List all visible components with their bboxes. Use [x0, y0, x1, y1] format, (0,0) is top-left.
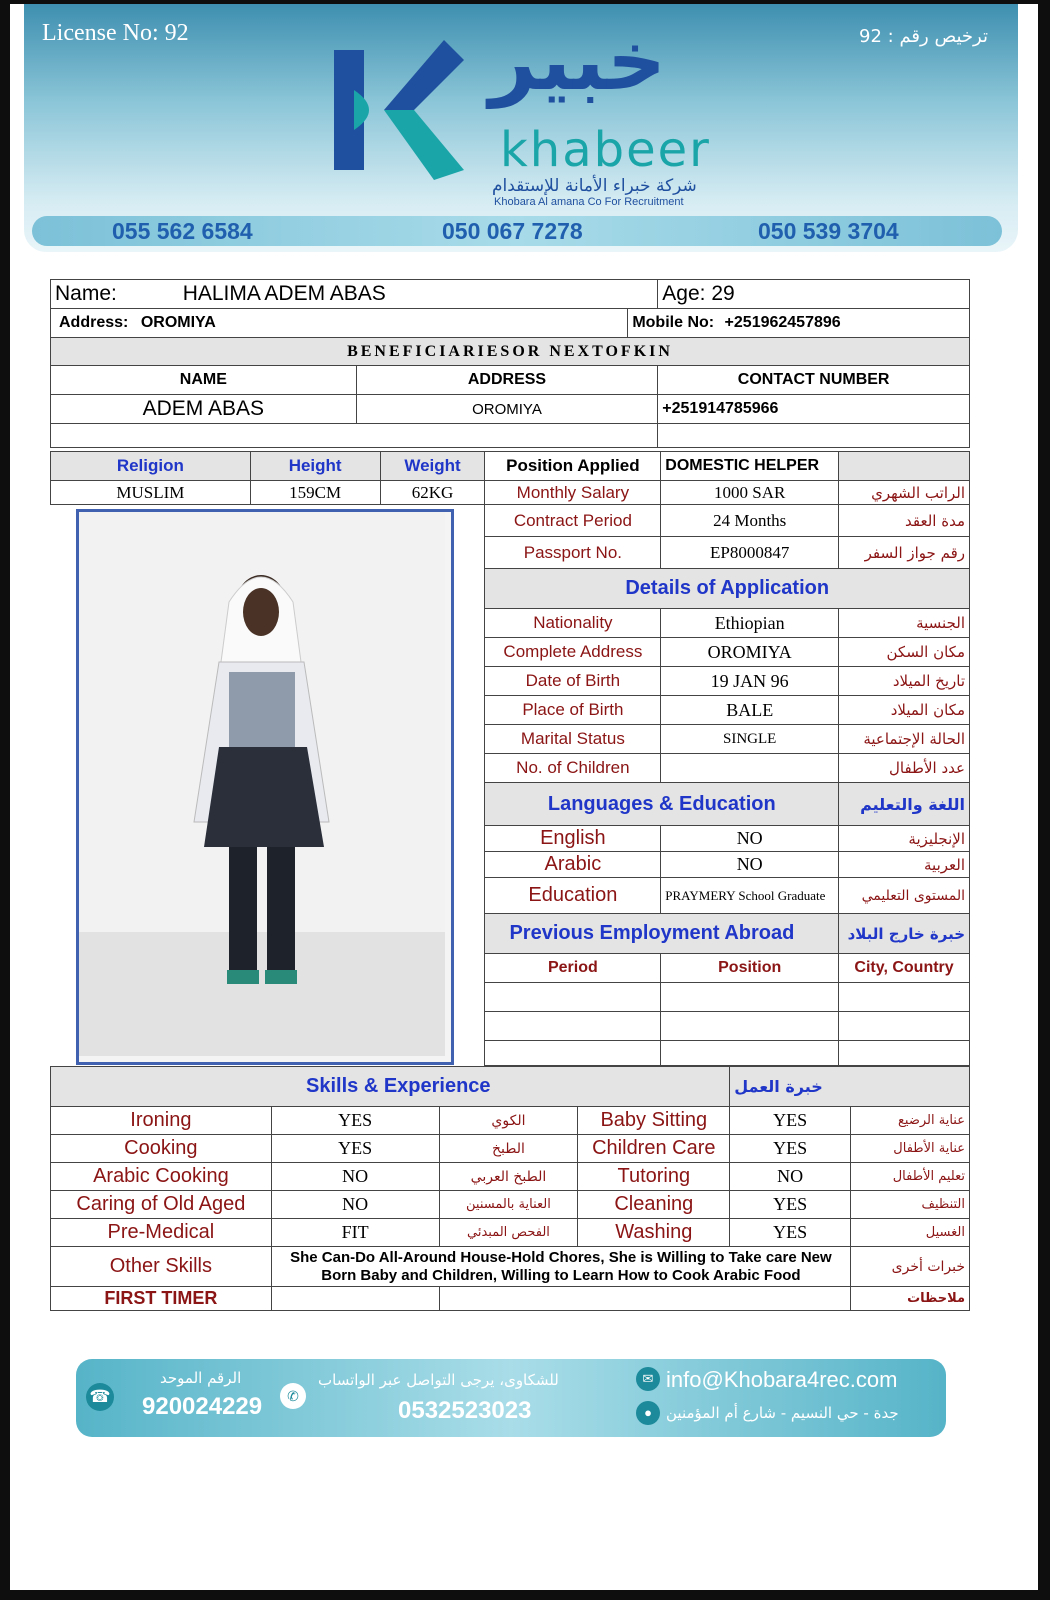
brand-name-ar: خبير	[489, 14, 667, 109]
cv-page	[10, 4, 1038, 1590]
contract-label-ar: مدة العقد	[839, 505, 970, 537]
empty-cell	[271, 1287, 439, 1311]
contract-label-ar: الراتب الشهري	[839, 481, 970, 505]
skill-label: Pre-Medical	[51, 1219, 272, 1247]
phone-number: 050 067 7278	[442, 218, 583, 244]
location-address: جدة - حي النسيم - شارع أم المؤمنين	[666, 1404, 899, 1422]
height-header: Height	[250, 452, 380, 481]
skill-value: NO	[271, 1163, 439, 1191]
empty-cell	[485, 1012, 661, 1041]
detail-label: Place of Birth	[485, 696, 661, 725]
religion-header: Religion	[51, 452, 251, 481]
skill-label: Tutoring	[578, 1163, 730, 1191]
name-cell	[51, 280, 658, 309]
empty-cell	[661, 1041, 839, 1066]
detail-label: Nationality	[485, 609, 661, 638]
languages-title-ar: اللغة والتعليم	[839, 783, 970, 826]
empty-cell	[839, 983, 970, 1012]
skill-label-ar: الطبخ	[439, 1135, 578, 1163]
height-value: 159CM	[250, 481, 380, 505]
weight-header: Weight	[380, 452, 485, 481]
skill-label-ar: التنظيف	[851, 1191, 970, 1219]
applicant-address: OROMIYA	[140, 314, 216, 331]
detail-label: Complete Address	[485, 638, 661, 667]
religion-value: MUSLIM	[51, 481, 251, 505]
applicant-mobile: +251962457896	[724, 314, 841, 331]
skills-title-ar: خبرة العمل	[730, 1067, 970, 1107]
detail-label-ar: الحالة الإجتماعية	[839, 725, 970, 754]
skill-value: YES	[271, 1135, 439, 1163]
whatsapp-icon: ✆	[280, 1383, 306, 1409]
skill-value: YES	[271, 1107, 439, 1135]
contract-label-ar: رقم جواز السفر	[839, 537, 970, 569]
other-skills-label: Other Skills	[51, 1247, 272, 1287]
skills-title-en: Skills & Experience	[306, 1075, 491, 1097]
skill-label: Cleaning	[578, 1191, 730, 1219]
education-value: PRAYMERY School Graduate	[661, 878, 839, 914]
skills-title	[51, 1067, 730, 1107]
applicant-name: HALIMA ADEM ABAS	[182, 282, 386, 305]
contract-label: Contract Period	[485, 505, 661, 537]
empty-cell	[839, 1012, 970, 1041]
detail-label: Marital Status	[485, 725, 661, 754]
beneficiary-header-name: NAME	[51, 366, 357, 395]
contract-value: 1000 SAR	[661, 481, 839, 505]
other-skills-label-ar: خبرات أخرى	[851, 1247, 970, 1287]
education-label: Education	[485, 878, 661, 914]
employment-header-position: Position	[661, 954, 839, 983]
whatsapp-number: 0532523023	[398, 1397, 532, 1424]
unified-number: 920024229	[142, 1393, 263, 1420]
employment-header-location: City, Country	[839, 954, 970, 983]
employment-header-period: Period	[485, 954, 661, 983]
detail-label-ar: الجنسية	[839, 609, 970, 638]
beneficiary-address: OROMIYA	[356, 395, 658, 424]
mail-icon: ✉	[636, 1367, 660, 1391]
footer-contact-bar	[76, 1359, 946, 1437]
address-cell	[51, 309, 628, 338]
detail-label: No. of Children	[485, 754, 661, 783]
empty-cell	[485, 983, 661, 1012]
details-title: Details of Application	[485, 569, 970, 609]
skill-value: FIT	[271, 1219, 439, 1247]
remark-value: FIRST TIMER	[51, 1287, 272, 1311]
skill-label: Washing	[578, 1219, 730, 1247]
detail-value: OROMIYA	[661, 638, 839, 667]
khabeer-logo-icon	[324, 30, 464, 190]
person-photo-illustration	[79, 512, 445, 1056]
skill-label-ar: تعليم الأطفال	[851, 1163, 970, 1191]
empty-cell	[839, 452, 970, 481]
address-label: Address:	[59, 314, 129, 331]
mobile-cell	[628, 309, 970, 338]
skills-table	[50, 1066, 970, 1311]
applicant-age: 29	[711, 282, 735, 305]
empty-cell	[839, 1041, 970, 1066]
skill-label-ar: العناية بالمسنين	[439, 1191, 578, 1219]
empty-cell	[51, 424, 658, 448]
education-label-ar: المستوى التعليمي	[839, 878, 970, 914]
mobile-label: Mobile No:	[632, 314, 715, 331]
skill-label: Caring of Old Aged	[51, 1191, 272, 1219]
name-label: Name:	[55, 282, 117, 305]
position-value: DOMESTIC HELPER	[661, 452, 839, 481]
skill-label: Baby Sitting	[578, 1107, 730, 1135]
skill-label: Cooking	[51, 1135, 272, 1163]
location-icon: ●	[636, 1401, 660, 1425]
language-label-ar: العربية	[839, 852, 970, 878]
brand-subtitle-en: Khobara Al amana Co For Recruitment	[494, 196, 684, 208]
skill-value: NO	[271, 1191, 439, 1219]
email-address: info@Khobara4rec.com	[666, 1367, 898, 1392]
remark-label-ar: ملاحظات	[851, 1287, 970, 1311]
skill-label: Children Care	[578, 1135, 730, 1163]
weight-value: 62KG	[380, 481, 485, 505]
skill-label: Arabic Cooking	[51, 1163, 272, 1191]
skill-label-ar: عناية الرضيع	[851, 1107, 970, 1135]
applicant-photo	[76, 509, 454, 1065]
brand-subtitle-ar: شركة خبراء الأمانة للإستقدام	[492, 176, 697, 196]
detail-label-ar: مكان السكن	[839, 638, 970, 667]
skill-value: YES	[730, 1135, 851, 1163]
skill-label-ar: الفحص المبدئي	[439, 1219, 578, 1247]
employment-title: Previous Employment Abroad	[485, 914, 839, 954]
phone-number: 055 562 6584	[112, 218, 253, 244]
language-label: English	[485, 826, 661, 852]
beneficiary-header-contact: CONTACT NUMBER	[658, 366, 970, 395]
detail-value	[661, 754, 839, 783]
beneficiary-name: ADEM ABAS	[51, 395, 357, 424]
empty-cell	[661, 983, 839, 1012]
age-label: Age:	[662, 282, 706, 305]
language-value: NO	[661, 826, 839, 852]
skill-label-ar: الكوي	[439, 1107, 578, 1135]
detail-value: SINGLE	[661, 725, 839, 754]
languages-title: Languages & Education	[485, 783, 839, 826]
empty-cell	[658, 424, 970, 448]
contract-label: Passport No.	[485, 537, 661, 569]
skill-label: Ironing	[51, 1107, 272, 1135]
empty-cell	[485, 1041, 661, 1066]
brand-name-en: khabeer	[500, 122, 711, 178]
language-value: NO	[661, 852, 839, 878]
contract-value: EP8000847	[661, 537, 839, 569]
detail-label: Date of Birth	[485, 667, 661, 696]
skill-label-ar: الغسيل	[851, 1219, 970, 1247]
skill-value: YES	[730, 1219, 851, 1247]
skill-label-ar: عناية الأطفال	[851, 1135, 970, 1163]
detail-label-ar: تاريخ الميلاد	[839, 667, 970, 696]
skill-value: YES	[730, 1107, 851, 1135]
age-cell	[658, 280, 970, 309]
license-number-ar: ترخيص رقم : 92	[859, 26, 988, 47]
skill-label-ar: الطبخ العربي	[439, 1163, 578, 1191]
phone-number: 050 539 3704	[758, 218, 899, 244]
other-skills-text: She Can-Do All-Around House-Hold Chores, She is Willing to Take care New Born Baby and Children, Willing to Learn How to Cook Arabic Food	[271, 1247, 850, 1287]
detail-label-ar: عدد الأطفال	[839, 754, 970, 783]
complaints-label: للشكاوى، يرجى التواصل عبر الواتساب	[318, 1371, 559, 1389]
language-label: Arabic	[485, 852, 661, 878]
phone-bar	[32, 216, 1002, 246]
detail-label-ar: مكان الميلاد	[839, 696, 970, 725]
skill-value: NO	[730, 1163, 851, 1191]
license-number-en: License No: 92	[42, 20, 189, 46]
unified-number-label: الرقم الموحد	[160, 1369, 242, 1387]
empty-cell	[661, 1012, 839, 1041]
detail-value: BALE	[661, 696, 839, 725]
phone-icon: ☎	[86, 1383, 114, 1411]
contract-value: 24 Months	[661, 505, 839, 537]
beneficiaries-title: BENEFICIARIESOR NEXTOFKIN	[51, 338, 970, 366]
contract-label: Monthly Salary	[485, 481, 661, 505]
detail-value: 19 JAN 96	[661, 667, 839, 696]
employment-title-ar: خبرة خارج البلاد	[839, 914, 970, 954]
position-label: Position Applied	[485, 452, 661, 481]
header-banner	[24, 4, 1018, 252]
beneficiary-contact: +251914785966	[658, 395, 970, 424]
skill-value: YES	[730, 1191, 851, 1219]
beneficiary-header-address: ADDRESS	[356, 366, 658, 395]
empty-cell	[439, 1287, 851, 1311]
applicant-info-table	[50, 279, 970, 448]
language-label-ar: الإنجليزية	[839, 826, 970, 852]
detail-value: Ethiopian	[661, 609, 839, 638]
